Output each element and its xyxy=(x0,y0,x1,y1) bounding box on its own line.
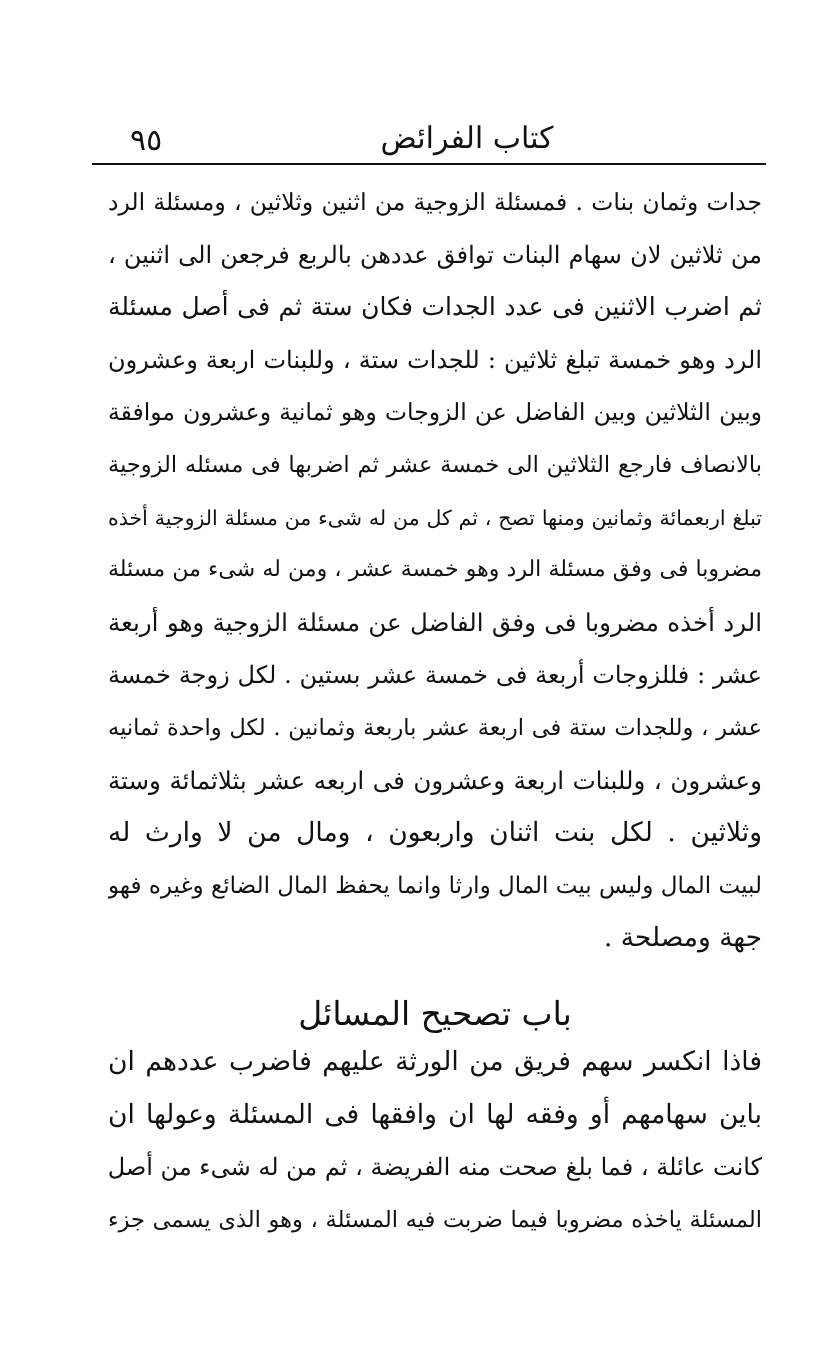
text-line: تبلغ اربعمائة وثمانين ومنها تصح ، ثم كل من له شىء من مسئلة الزوجية أخذه xyxy=(108,505,762,530)
text-line: جدات وثمان بنات . فمسئلة الزوجية من اثنين وثلاثين ، ومسئلة الرد xyxy=(108,188,762,216)
book-title: كتاب الفرائض xyxy=(380,121,554,156)
text-line: عشر : فللزوجات أربعة فى خمسة عشر بستين . لكل زوجة خمسة xyxy=(108,661,762,690)
text-line: مضروبا فى وفق مسئلة الرد وهو خمسة عشر ، ومن له شىء من مسئلة xyxy=(108,557,762,583)
text-line: الرد أخذه مضروبا فى وفق الفاضل عن مسئلة الزوجية وهو أربعة xyxy=(108,607,762,637)
text-line: باين سهامهم أو وفقه لها ان وافقها فى المسئلة وعولها ان xyxy=(108,1098,762,1130)
text-line: عشر ، وللجدات ستة فى اربعة عشر باربعة وثمانين . لكل واحدة ثمانيه xyxy=(108,714,762,741)
text-line: وبين الثلاثين وبين الفاضل عن الزوجات وهو ثمانية وعشرون موافقة xyxy=(108,398,762,427)
running-head xyxy=(92,116,766,162)
text-line: كانت عائلة ، فما بلغ صحت منه الفريضة ، ثم من له شىء من أصل xyxy=(108,1153,762,1182)
text-line: ثم اضرب الاثنين فى عدد الجدات فكان ستة ثم فى أصل مسئلة xyxy=(108,292,762,322)
text-line: من ثلاثين لان سهام البنات توافق عددهن بالربع فرجعن الى اثنين ، xyxy=(108,240,762,269)
text-line: جهة ومصلحة . xyxy=(603,922,762,954)
text-line: المسئلة ياخذه مضروبا فيما ضربت فيه المسئلة ، وهو الذى يسمى جزء xyxy=(108,1206,762,1233)
page-number: ٩٥ xyxy=(130,123,163,158)
chapter-heading: باب تصحيح المسائل xyxy=(298,994,572,1033)
text-line: فاذا انكسر سهم فريق من الورثة عليهم فاضرب عددهم ان xyxy=(108,1046,762,1077)
text-line: بالانصاف فارجع الثلاثين الى خمسة عشر ثم اضربها فى مسئله الزوجية xyxy=(108,451,762,478)
text-line: وثلاثين . لكل بنت اثنان واربعون ، ومال من لا وارث له xyxy=(108,817,762,849)
header-rule xyxy=(92,163,766,165)
text-line: لبيت المال وليس بيت المال وارثا وانما يحفظ المال الضائع وغيره فهو xyxy=(108,872,762,899)
paragraph-2 xyxy=(108,1036,762,1246)
paragraph-1 xyxy=(108,176,762,965)
text-line: وعشرون ، وللبنات اربعة وعشرون فى اربعه عشر بثلاثمائة وستة xyxy=(108,765,762,795)
text-line: الرد وهو خمسة تبلغ ثلاثين : للجدات ستة ، وللبنات اربعة وعشرون xyxy=(108,345,762,374)
